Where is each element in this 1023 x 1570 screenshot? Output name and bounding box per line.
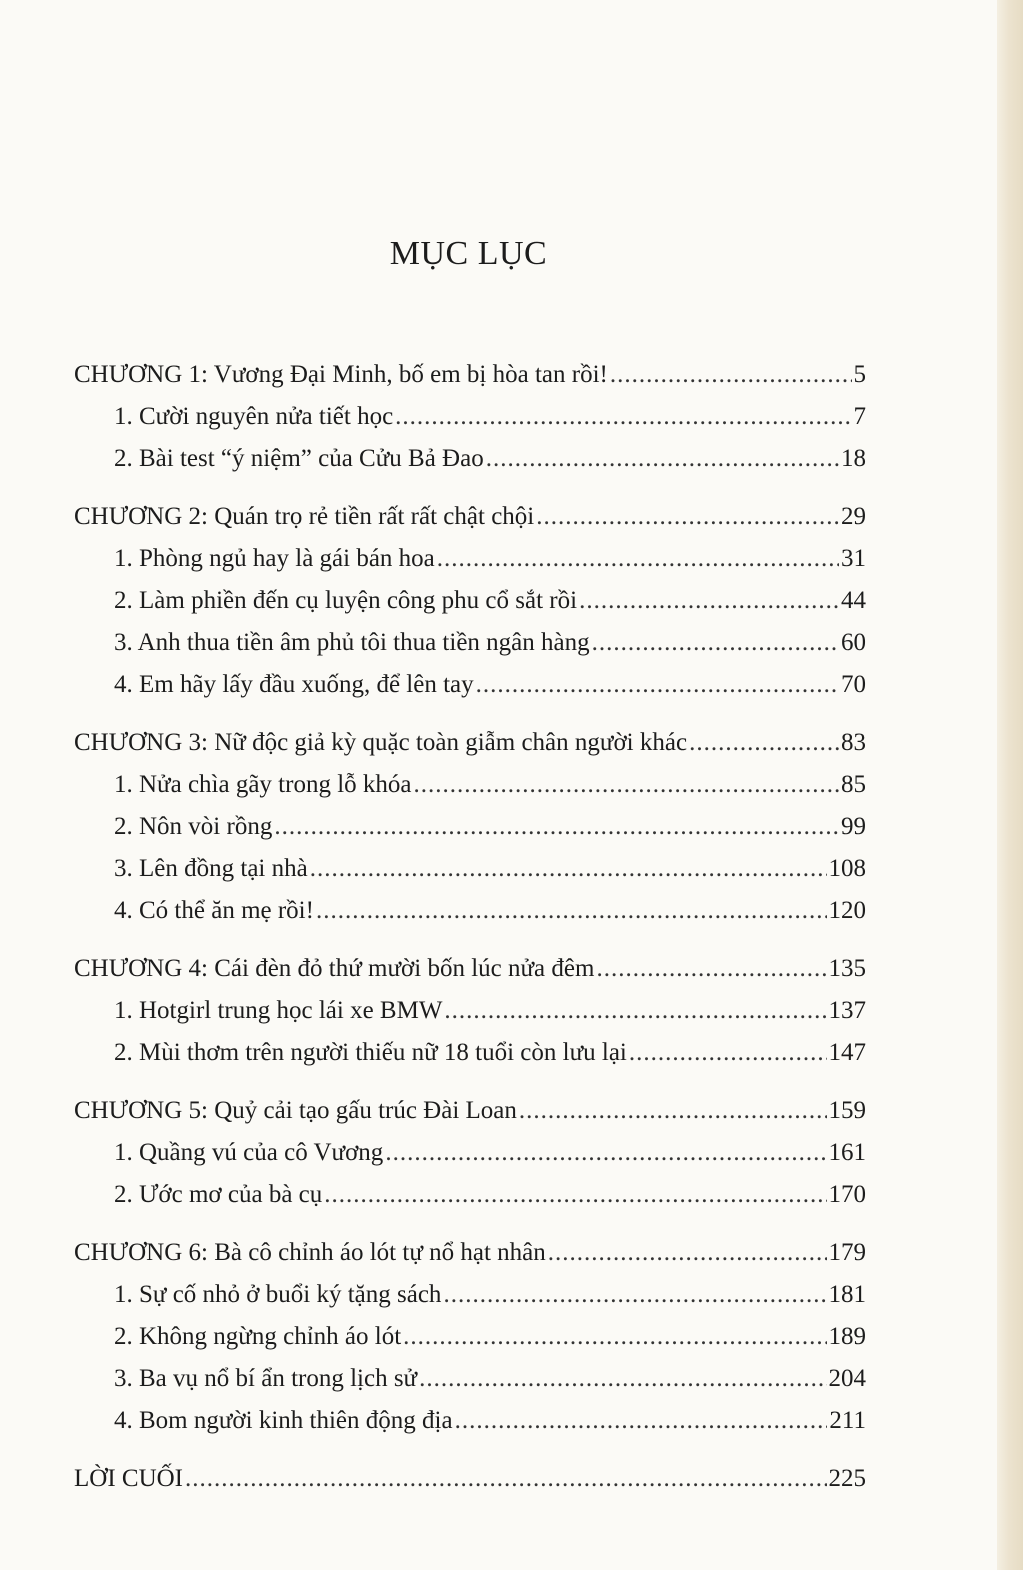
toc-dot-leader [592, 622, 839, 664]
toc-page-number: 29 [841, 503, 866, 530]
toc-dot-leader [395, 396, 851, 438]
toc-chapter-group [74, 1458, 866, 1500]
toc-chapter-group [74, 496, 866, 706]
toc-section-title: 1. Nửa chìa gãy trong lỗ khóa [114, 771, 412, 798]
toc-section-entry [74, 1132, 866, 1174]
toc-page-number: 159 [828, 1097, 866, 1124]
toc-section-entry [74, 1316, 866, 1358]
toc-section-title: 2. Ước mơ của bà cụ [114, 1181, 323, 1208]
toc-dot-leader [486, 438, 839, 480]
toc-dot-leader [444, 990, 826, 1032]
toc-section-entry [74, 1174, 866, 1216]
toc-section-entry [74, 848, 866, 890]
toc-section-title: 3. Ba vụ nổ bí ẩn trong lịch sử [114, 1365, 418, 1392]
toc-dot-leader [419, 1358, 826, 1400]
toc-chapter-group [74, 1232, 866, 1442]
toc-page-number: 85 [841, 771, 866, 798]
toc-section-entry [74, 1358, 866, 1400]
toc-dot-leader [185, 1458, 826, 1500]
toc-section-title: 1. Cười nguyên nửa tiết học [114, 403, 394, 430]
toc-chapter-entry [74, 354, 866, 396]
toc-page-number: 120 [828, 897, 866, 924]
toc-section-title: 2. Nôn vòi rồng [114, 813, 273, 840]
toc-chapter-title: CHƯƠNG 2: Quán trọ rẻ tiền rất rất chật chội [74, 503, 535, 530]
toc-page-number: 189 [828, 1323, 866, 1350]
toc-page-number: 44 [841, 587, 866, 614]
toc-chapter-entry [74, 1232, 866, 1274]
toc-dot-leader [385, 1132, 826, 1174]
toc-section-title: 2. Bài test “ý niệm” của Cửu Bả Đao [114, 445, 484, 472]
toc-section-title: 3. Lên đồng tại nhà [114, 855, 308, 882]
toc-page-number: 225 [828, 1465, 866, 1492]
toc-dot-leader [519, 1090, 827, 1132]
toc-page-number: 31 [841, 545, 866, 572]
toc-chapter-entry [74, 722, 866, 764]
toc-page-number: 181 [828, 1281, 866, 1308]
toc-page-number: 161 [828, 1139, 866, 1166]
toc-section-title: 1. Quầng vú của cô Vương [114, 1139, 384, 1166]
toc-chapter-title: CHƯƠNG 4: Cái đèn đỏ thứ mười bốn lúc nửa đêm [74, 955, 595, 982]
toc-section-entry [74, 806, 866, 848]
toc-section-entry [74, 990, 866, 1032]
toc-chapter-entry [74, 496, 866, 538]
toc-chapter-group [74, 948, 866, 1074]
toc-page-number: 147 [828, 1039, 866, 1066]
toc-dot-leader [596, 948, 826, 990]
toc-chapter-title: CHƯƠNG 6: Bà cô chỉnh áo lót tự nổ hạt nhân [74, 1239, 546, 1266]
toc-page-number: 70 [841, 671, 866, 698]
toc-chapter-group [74, 354, 866, 480]
toc-dot-leader [548, 1232, 827, 1274]
toc-chapter-group [74, 722, 866, 932]
toc-section-title: 4. Có thể ăn mẹ rồi! [114, 897, 314, 924]
toc-section-entry [74, 764, 866, 806]
table-of-contents [74, 354, 866, 1516]
toc-section-entry [74, 1032, 866, 1074]
toc-section-title: 2. Mùi thơm trên người thiếu nữ 18 tuổi còn lưu lại [114, 1039, 627, 1066]
toc-dot-leader [579, 580, 839, 622]
toc-section-entry [74, 396, 866, 438]
toc-dot-leader [274, 806, 839, 848]
toc-page-number: 211 [829, 1407, 866, 1434]
toc-page-number: 204 [828, 1365, 866, 1392]
toc-section-title: 3. Anh thua tiền âm phủ tôi thua tiền ngân hàng [114, 629, 590, 656]
toc-section-title: 1. Hotgirl trung học lái xe BMW [114, 997, 443, 1024]
toc-dot-leader [443, 1274, 826, 1316]
toc-section-entry [74, 664, 866, 706]
toc-chapter-title: CHƯƠNG 5: Quỷ cải tạo gấu trúc Đài Loan [74, 1097, 517, 1124]
toc-page-number: 135 [828, 955, 866, 982]
toc-dot-leader [610, 354, 852, 396]
toc-section-entry [74, 1400, 866, 1442]
toc-page-number: 18 [841, 445, 866, 472]
toc-section-title: 2. Làm phiền đến cụ luyện công phu cổ sắt rồi [114, 587, 578, 614]
toc-dot-leader [629, 1032, 827, 1074]
toc-page-number: 99 [841, 813, 866, 840]
toc-chapter-title: LỜI CUỐI [74, 1465, 184, 1492]
toc-section-title: 4. Bom người kinh thiên động địa [114, 1407, 453, 1434]
toc-chapter-title: CHƯƠNG 3: Nữ độc giả kỳ quặc toàn giẫm chân người khác [74, 729, 688, 756]
page-title: MỤC LỤC [389, 235, 548, 272]
toc-section-title: 4. Em hãy lấy đầu xuống, để lên tay [114, 671, 474, 698]
toc-dot-leader [316, 890, 827, 932]
toc-dot-leader [403, 1316, 826, 1358]
toc-dot-leader [689, 722, 839, 764]
toc-chapter-title: CHƯƠNG 1: Vương Đại Minh, bố em bị hòa tan rồi! [74, 361, 608, 388]
toc-page-number: 83 [841, 729, 866, 756]
toc-chapter-group [74, 1090, 866, 1216]
toc-chapter-entry [74, 1090, 866, 1132]
toc-page-number: 170 [828, 1181, 866, 1208]
toc-section-entry [74, 580, 866, 622]
toc-chapter-entry [74, 1458, 866, 1500]
toc-dot-leader [414, 764, 840, 806]
toc-chapter-entry [74, 948, 866, 990]
toc-section-title: 2. Không ngừng chỉnh áo lót [114, 1323, 402, 1350]
toc-section-entry [74, 622, 866, 664]
toc-page-number: 5 [853, 361, 866, 388]
toc-dot-leader [476, 664, 839, 706]
toc-section-entry [74, 890, 866, 932]
toc-page-number: 137 [828, 997, 866, 1024]
toc-dot-leader [536, 496, 839, 538]
toc-dot-leader [437, 538, 839, 580]
toc-section-title: 1. Phòng ngủ hay là gái bán hoa [114, 545, 435, 572]
toc-section-title: 1. Sự cố nhỏ ở buổi ký tặng sách [114, 1281, 442, 1308]
toc-page-number: 7 [853, 403, 866, 430]
toc-section-entry [74, 438, 866, 480]
toc-page-number: 179 [828, 1239, 866, 1266]
toc-page-number: 60 [841, 629, 866, 656]
toc-section-entry [74, 1274, 866, 1316]
toc-section-entry [74, 538, 866, 580]
page-edge [997, 0, 1023, 1570]
toc-dot-leader [455, 1400, 828, 1442]
toc-page-number: 108 [828, 855, 866, 882]
toc-dot-leader [324, 1174, 826, 1216]
toc-dot-leader [310, 848, 827, 890]
